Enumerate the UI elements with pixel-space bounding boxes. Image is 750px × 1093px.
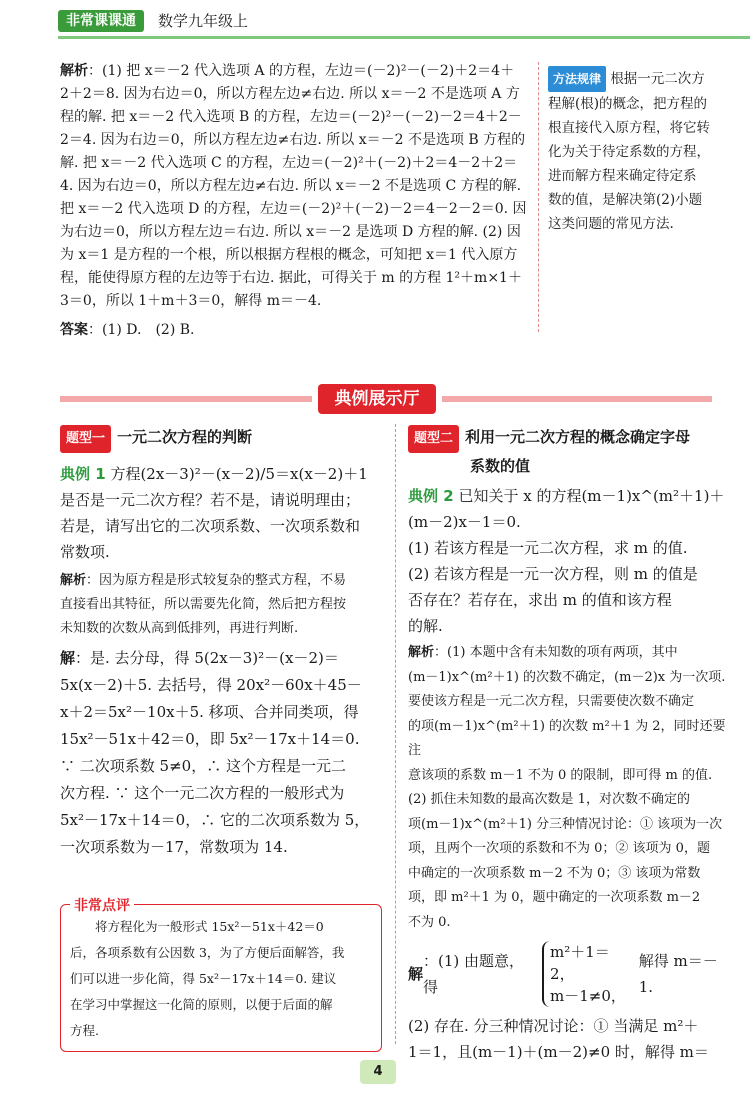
answer-label: 答案 [60, 322, 88, 338]
example-label: 典例 2 [408, 487, 454, 505]
solution-line: 把 x＝－2 代入选项 D 的方程，左边＝(－2)²＋(－2)－2＝4－2－2＝0. 因 [60, 201, 527, 217]
method-box: 方法规律 根据一元二次方 程解(根)的概念，把方程的 根直接代入原方程，将它转 化为关于待定系数的方程， 进而解方程来确定待定系 数的值，是解决第(2)小题 这类问题的常见方法. [548, 66, 728, 236]
type-heading [408, 424, 728, 453]
column-divider [395, 424, 396, 1044]
right-solution: 解 ：(1) 由题意，得 m²＋1＝2， m－1≠0， 解得 m＝－1. [408, 943, 718, 1005]
solution-label: 解 [408, 965, 424, 983]
right-analysis: 解析：(1) 本题中含有未知数的项有两项，其中 (m－1)x^(m²＋1) 的次数不确定，(m－2)x 为一次项. 要使该方程是一元二次方程，只需要使次数不确定 的项(m－1)x^(m²＋1) 的次数 m²＋1 为 2，同时还要注 意该项的系数 m－1 不为 0 的限制，即可得 m 的值. (2) 抓住未知数的最高次数是 1，对次数不确定的 项(m－1)x^(m²＋1) 分三种情况讨论：① 该项为一次 项，且两个一次项的系数和不为 0；② 该项为 0，题 中确定的一次项系数 m－2 不为 0；③ 该项为常数 项，即 m²＋1 为 0，题中确定的一次项系数 m－2 不为 0. [408, 645, 726, 930]
solution-line: 程的解. 把 x＝－2 代入选项 B 的方程，左边＝(－2)²－(－2)－2＝4＋2－ [60, 109, 522, 125]
solution-line: 程，能使得原方程的左边等于右边. 据此，可得关于 m 的方程 1²＋m×1＋ [60, 270, 522, 286]
top-solution [60, 60, 530, 342]
type-title: 利用一元二次方程的概念确定字母 [465, 428, 691, 446]
comment-title: 非常点评 [70, 895, 134, 915]
page-header [0, 0, 750, 38]
brand-badge: 非常课课通 [58, 10, 144, 32]
type-title: 一元二次方程的判断 [117, 428, 253, 446]
type-tag: 题型一 [60, 425, 111, 453]
banner-line-right [442, 396, 712, 402]
analysis-label: 解析 [408, 645, 435, 660]
analysis-label: 解析 [60, 573, 87, 588]
solution-line: 解析：(1) 把 x＝－2 代入选项 A 的方程，左边＝(－2)²－(－2)＋2＝4＋ [60, 63, 515, 79]
subject-title: 数学九年级上 [158, 12, 249, 30]
solution-line: 解. 把 x＝－2 代入选项 C 的方程，左边＝(－2)²＋(－2)＋2＝4－2＋2＝ [60, 155, 518, 171]
solution-line: 3＝0，所以 1＋m＋3＝0，解得 m＝－4. [60, 293, 322, 309]
left-solution: 解：是. 去分母，得 5(2x－3)²－(x－2)＝ 5x(x－2)＋5. 去括号，得 20x²－60x＋45－ x＋2＝5x²－10x＋5. 移项、合并同类项，得 15x²－51x＋42＝0，即 5x²－17x＋14＝0. ∵ 二次项系数 5≠0，∴ 这个方程是一元二 次方程. ∵ 这个一元二次方程的一般形式为 5x²－17x＋14＝0，∴ 它的二次项系数为 5， 一次项系数为－17，常数项为 14. [60, 649, 370, 856]
type-tag: 题型二 [408, 425, 459, 453]
type-title-cont: 系数的值 [470, 457, 531, 475]
page-number: 4 [360, 1060, 396, 1084]
solution-line: 2＋2＝8. 因为右边＝0，所以方程左边≠右边. 所以 x＝－2 不是选项 A 方 [60, 86, 520, 102]
banner-line-left [60, 396, 312, 402]
solution-line: 为右边＝0，所以方程左边＝右边. 所以 x＝－2 是选项 D 方程的解. (2) 因 [60, 224, 521, 240]
example-label: 典例 1 [60, 465, 106, 483]
solution-line: 2＝4. 因为右边＝0，所以方程左边≠右边. 所以 x＝－2 不是选项 B 方程的 [60, 132, 526, 148]
right-column: 题型二 利用一元二次方程的概念确定字母 系数的值 典例 2 已知关于 x 的方程(m－1)x^(m²＋1)＋ (m－2)x－1＝0. (1) 若该方程是一元二次方程，求 m 的值. (2) 若该方程是一元一次方程，则 m 的值是 否存在？若存在，求出 m 的值和该方程 的解. 解析：(1) 本题中含有未知数的项有两项，其中 (m－1)x^(m²＋1) 的次数不确定，(m－2)x 为一次项. 要使该方程是一元二次方程，只需要使次数不确定 的项(m－1)x^(m²＋1) 的次数 m²＋1 为 2，同时还要注 意该项的系数 m－1 不为 0 的限制，即可得 m 的值. (2) 抓住未知数的最高次数是 1，对次数不确定的 项(m－1)x^(m²＋1) 分三种情况讨论：① 该项为一次 项，且两个一次项的系数和不为 0；② 该项为 0，题 中确定的一次项系数 m－2 不为 0；③ 该项为常数 项，即 m²＋1 为 0，题中确定的一次项系数 m－2 不为 0. 解 ：(1) 由题意，得 m²＋1＝2， m－1≠0， 解得 m＝－1. (2) 存在. 分三种情况讨论：① 当满足 m²＋ 1＝1，且(m－1)＋(m－2)≠0 时，解得 m＝ [408, 424, 728, 1065]
left-column: 题型一 一元二次方程的判断 典例 1 方程(2x－3)²－(x－2)/5＝x(x－2)＋1 是否是一元二次方程？若不是，请说明理由； 若是，请写出它的二次项系数、一次项系数和 常数项. 解析：因为原方程是形式较复杂的整式方程，不易 直接看出其特征，所以需要先化简，然后把方程按 未知数的次数从高到低排列，再进行判断. 解：是. 去分母，得 5(2x－3)²－(x－2)＝ 5x(x－2)＋5. 去括号，得 20x²－60x＋45－ x＋2＝5x²－10x＋5. 移项、合并同类项，得 15x²－51x＋42＝0，即 5x²－17x＋14＝0. ∵ 二次项系数 5≠0，∴ 这个方程是一元二 次方程. ∵ 这个一元二次方程的一般形式为 5x²－17x＋14＝0，∴ 它的二次项系数为 5， 一次项系数为－17，常数项为 14. [60, 424, 385, 861]
left-analysis: 解析：因为原方程是形式较复杂的整式方程，不易 直接看出其特征，所以需要先化简，然后把方程按 未知数的次数从高到低排列，再进行判断. [60, 573, 347, 636]
solution-line: 为 x＝1 是方程的一个根，所以根据方程根的概念，可知把 x＝1 代入原方 [60, 247, 518, 263]
method-divider [538, 62, 539, 332]
answer-line: 答案：(1) D. (2) B. [60, 322, 195, 338]
header-rule [58, 36, 750, 39]
method-tag: 方法规律 [548, 66, 606, 92]
type-heading [60, 424, 385, 453]
comment-text: 将方程化为一般形式 15x²－51x＋42＝0 后，各项系数有公因数 3，为了方便后面解答，我 们可以进一步化简，得 5x²－17x＋14＝0. 建议 在学习中掌握这一化简的原则，以便于后面的解 方程. [70, 919, 345, 1038]
analysis-label: 解析 [60, 63, 88, 79]
solution-label: 解 [60, 649, 76, 667]
solution-line: 4. 因为右边＝0，所以方程左边≠右边. 所以 x＝－2 不是选项 C 方程的解. [60, 178, 522, 194]
section-banner: 典例展示厅 [318, 384, 436, 414]
equation-system: m²＋1＝2， m－1≠0， [542, 941, 631, 1007]
